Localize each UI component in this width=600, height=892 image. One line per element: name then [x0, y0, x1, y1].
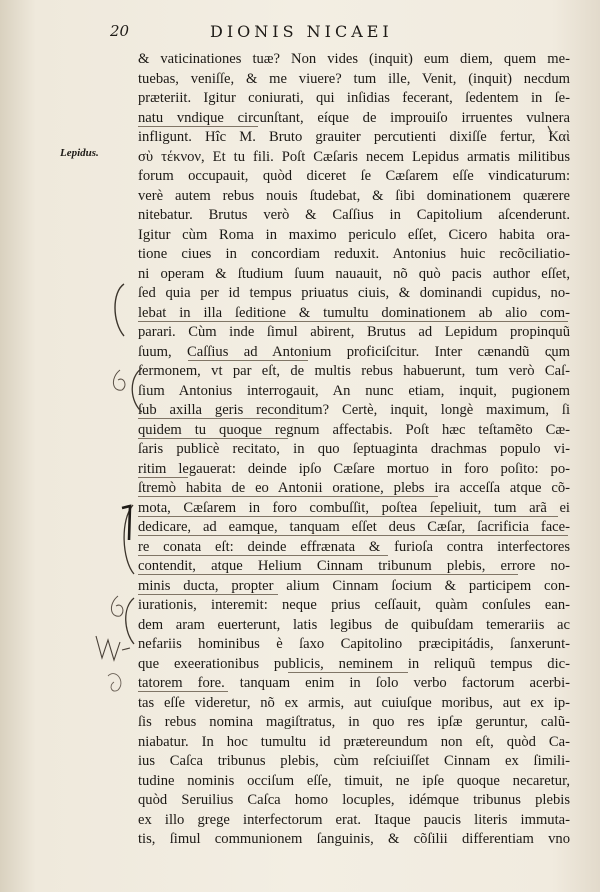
- handwritten-underline: [138, 535, 568, 536]
- text-line: tudine nominis occiſum eſſe, timuit, ne ipſe quoque necaretur,: [138, 772, 570, 789]
- handwritten-underline: [138, 516, 558, 517]
- handwritten-underline: [138, 555, 388, 556]
- handwritten-underline: [138, 321, 568, 322]
- margin-note-lepidus: Lepidus.: [60, 147, 99, 159]
- text-line: ſub axilla geris reconditum? Certè, inquit, longè maximum, ſi: [138, 402, 570, 418]
- margin-scribble: [96, 636, 130, 660]
- body-text: [138, 50, 570, 850]
- text-line: infligunt. Hîc M. Bruto grauiter percutienti dixiſſe fertur, Καὶ: [138, 129, 570, 145]
- text-line: tatorem fore. tanquam enim in ſolo verbo factorum acerbi-: [138, 675, 570, 691]
- text-line: contendit, atque Helium Cinnam tribunum plebis, errore no-: [138, 558, 570, 574]
- text-line: verè autem rebus nouis ſtudebat, & ſibi dominationem quærere: [138, 187, 570, 204]
- handwritten-underline: [138, 418, 298, 419]
- text-line: quidem tu quoque regnum affectabis. Poſt hæc teſtamẽto Cæ-: [138, 421, 570, 438]
- margin-scribble: [111, 596, 123, 616]
- text-line: ſuum, Caſſius ad Antonium proficiſcitur. Inter cænandũ cum: [138, 343, 570, 360]
- text-line: præteriit. Igitur coniurati, qui inſidias fecerant, ſedentem in ſe-: [138, 90, 570, 106]
- text-line: iurationis, interemit: neque prius ceſſauit, quàm conſules ean-: [138, 597, 570, 613]
- handwritten-underline: [138, 496, 438, 497]
- margin-bracket: [126, 598, 134, 644]
- text-line: ſed quia per id tempus priuatus ciuis, & dominandi cupidus, no-: [138, 285, 570, 301]
- handwritten-underline: [288, 672, 408, 673]
- text-line: dem aram euerterunt, latis legibus de quibuſdam temerariis ac: [138, 616, 570, 633]
- margin-scribble: [113, 370, 125, 390]
- text-line: niabatur. In hoc tumultu id prætereundum non eſt, quòd Ca-: [138, 733, 570, 750]
- margin-scribble: [108, 674, 121, 691]
- handwritten-underline: [138, 594, 278, 595]
- handwritten-underline: [138, 574, 518, 575]
- text-line: Igitur cùm Roma in maximo periculo eſſet, Cicero habita ora-: [138, 226, 570, 243]
- text-line: ſaris publicè recitato, in quo ſeptuaginta drachmas populo vi-: [138, 441, 570, 457]
- text-line: ſis rebus nomina magiſtratus, in quo res ipſæ geruntur, calũ-: [138, 714, 570, 730]
- margin-bracket: [124, 505, 134, 574]
- page-number: 20: [110, 22, 130, 40]
- text-line: ſermonem, vt par eſt, de multis rebus habuerunt, tum verò Caſ-: [138, 363, 570, 379]
- margin-bracket: [115, 284, 124, 336]
- text-line: tione ciues in concordiam reduxit. Antonius huic recõciliatio-: [138, 246, 570, 262]
- text-line: lebat in illa ſeditione & tumultu dominationem ab alio com-: [138, 304, 570, 321]
- text-line: tis, ſimul communionem ſanguinis, & cõſilii differentiam vno: [138, 831, 570, 847]
- text-line: ex illo grege interfectorum erat. Itaque paucis literis immuta-: [138, 811, 570, 828]
- text-line: minis ducta, propter alium Cinnam ſocium & participem con-: [138, 577, 570, 594]
- text-line: forum occupauit, quòd diceret ſe Cæſarem eſſe vindicaturum:: [138, 168, 570, 184]
- text-line: natu vndique circunſtant, eíque de improuiſo irruentes vulnera: [138, 109, 570, 126]
- text-line: ius Caſca tribunus plebis, cùm reſciuiſſet Cinnam ex ſimili-: [138, 753, 570, 769]
- text-line: dedicare, ad eamque, tanquam eſſet deus Cæſar, ſacrificia face-: [138, 519, 570, 535]
- text-line: ritim legauerat: deinde ipſo Cæſare mortuo in foro poſito: po-: [138, 460, 570, 477]
- text-line: parari. Cùm inde ſimul abirent, Brutus ad Lepidum propinquũ: [138, 324, 570, 340]
- handwritten-underline: [188, 360, 308, 361]
- text-line: nefariis hominibus è ſaxo Capitolino præcipitádis, ſanxerunt-: [138, 636, 570, 652]
- text-line: re conata eſt: deinde effrænata & furioſa contra interfectores: [138, 538, 570, 555]
- handwritten-underline: [138, 477, 188, 478]
- text-line: quòd Seruilius Caſca homo locuples, idémque tribunus plebis: [138, 792, 570, 808]
- handwritten-underline: [138, 126, 258, 127]
- text-line: ſium Antonius interrogauit, An nunc etiam, inquit, pugionem: [138, 382, 570, 399]
- handwritten-underline: [138, 438, 288, 439]
- text-line: mota, Cæſarem in foro combuſſit, poſtea ſepeliuit, tum arã ei: [138, 499, 570, 516]
- running-title: DIONIS NICAEI: [210, 22, 393, 41]
- handwritten-underline: [138, 691, 228, 692]
- text-line: nitebatur. Brutus verò & Caſſius in Capitolium aſcenderunt.: [138, 207, 570, 223]
- text-line: que exeerationibus publicis, neminem in reliquũ tempus dic-: [138, 655, 570, 672]
- text-line: ſtremò habita de eo Antonii oratione, plebs ira acceſſa atque cõ-: [138, 480, 570, 496]
- text-line: & vaticinationes tuæ? Non vides (inquit) eum diem, quem me-: [138, 51, 570, 67]
- text-line: σὺ τέκνον, Et tu fili. Poſt Cæſaris necem Lepidus armatis militibus: [138, 148, 570, 165]
- margin-heavy-bracket: [122, 506, 130, 540]
- text-line: tas eſſe videretur, nõ ex armis, aut cuiuſque moribus, aut ex ip-: [138, 694, 570, 711]
- text-line: ni operam & ſtudium ſuum nauauit, nõ quò pacis author eſſet,: [138, 265, 570, 282]
- text-line: tuebas, veniſſe, & me viuere? tum ille, Venit, (inquit) necdum: [138, 70, 570, 87]
